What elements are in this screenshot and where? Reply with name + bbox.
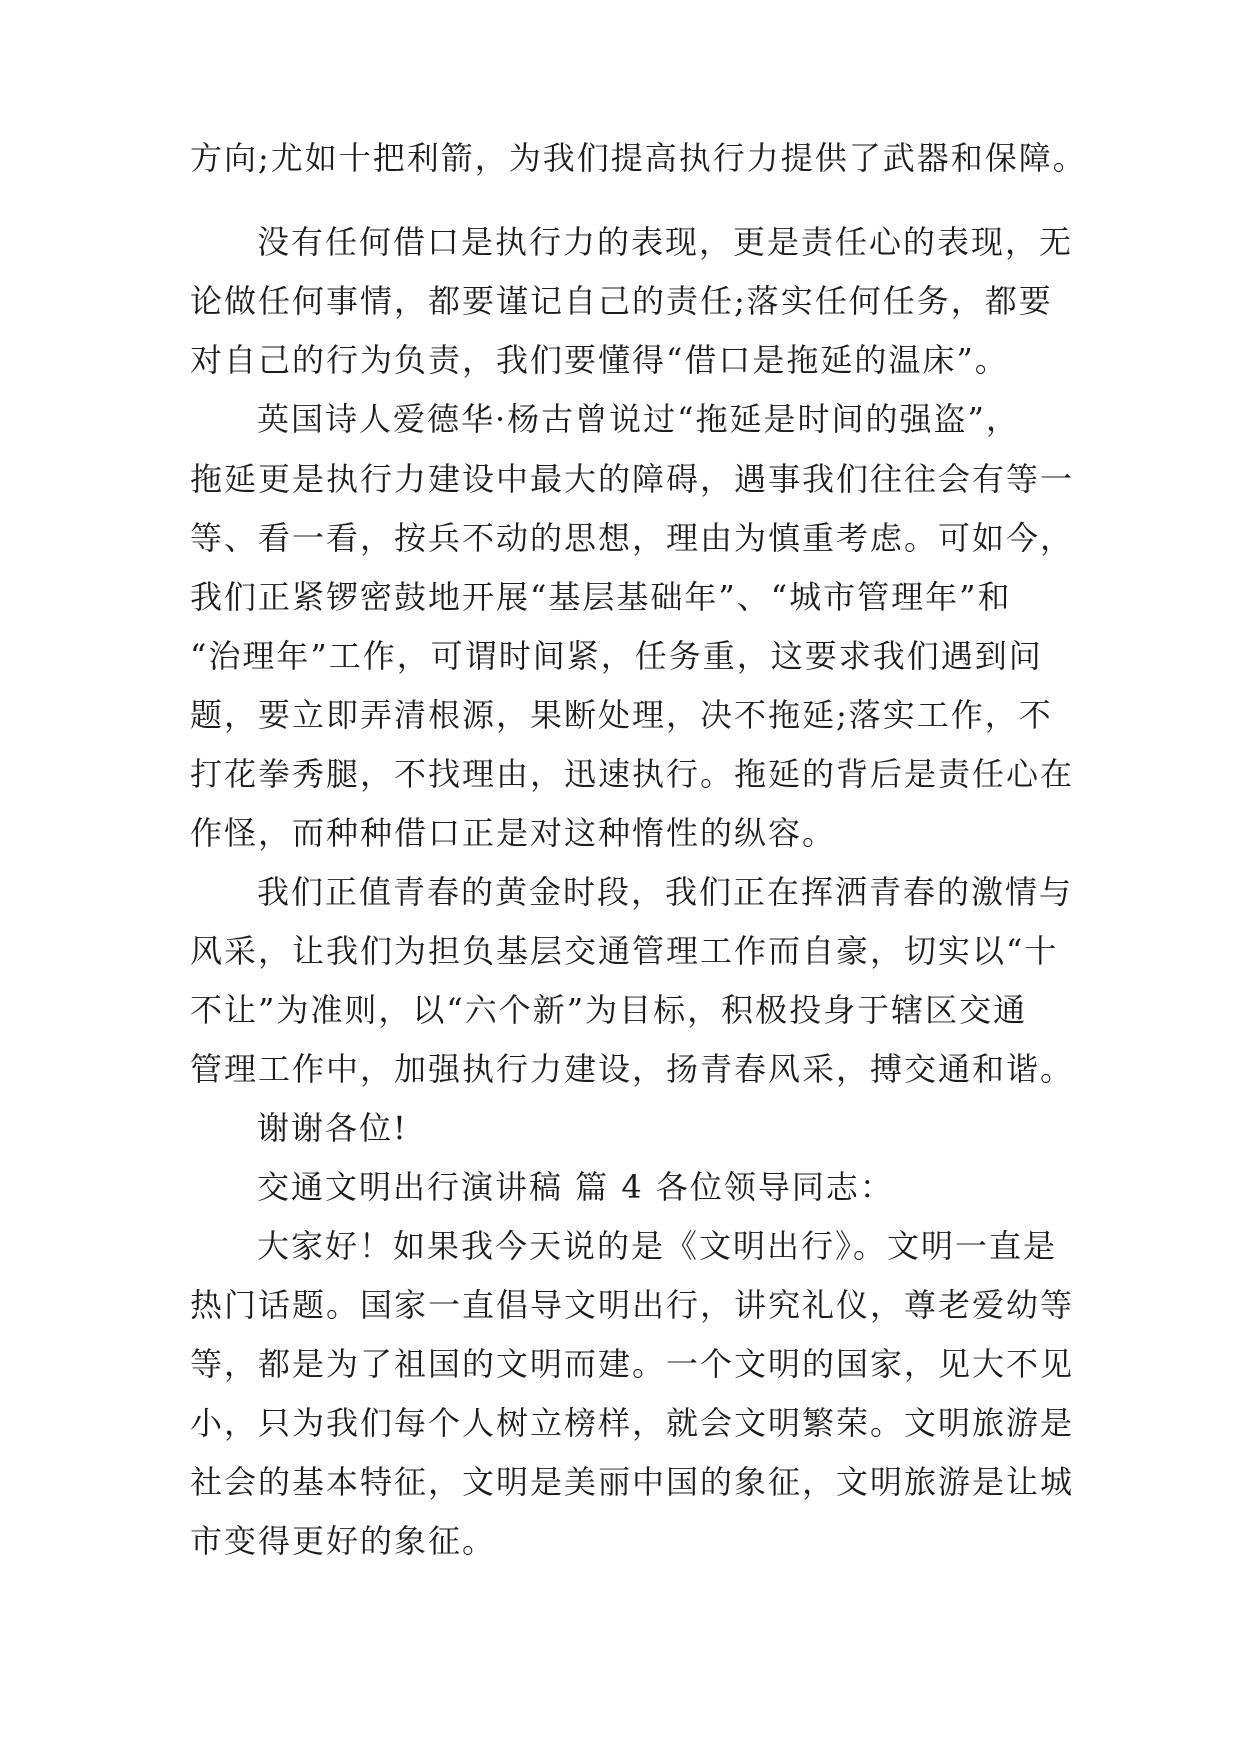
paragraph-line: 方向;尤如十把利箭，为我们提高执行力提供了武器和保障。 [190, 139, 1087, 177]
paragraph-line: 管理工作中，加强执行力建设，扬青春风采，搏交通和谐。 [190, 1050, 1075, 1088]
paragraph-line: “治理年”工作，可谓时间紧，任务重，这要求我们遇到问 [190, 637, 1043, 675]
paragraph-line: 打花拳秀腿，不找理由，迅速执行。拖延的背后是责任心在 [190, 755, 1075, 793]
paragraph-line: 拖延更是执行力建设中最大的障碍，遇事我们往往会有等一 [190, 460, 1075, 498]
paragraph-line: 等，都是为了祖国的文明而建。一个文明的国家，见大不见 [190, 1345, 1075, 1383]
paragraph-line: 小，只为我们每个人树立榜样，就会文明繁荣。文明旅游是 [190, 1404, 1075, 1442]
paragraph-line: 热门话题。国家一直倡导文明出行，讲究礼仪，尊老爱幼等 [190, 1286, 1075, 1324]
paragraph-line: 等、看一看，按兵不动的思想，理由为慎重考虑。可如今， [190, 519, 1075, 557]
paragraph-line: 我们正值青春的黄金时段，我们正在挥洒青春的激情与 [257, 873, 1074, 911]
paragraph-line: 不让”为准则，以“六个新”为目标，积极投身于辖区交通 [190, 991, 1028, 1029]
closing-line: 谢谢各位! [257, 1109, 408, 1147]
paragraph-line: 市变得更好的象征。 [190, 1522, 497, 1560]
paragraph-line: 我们正紧锣密鼓地开展“基层基础年”、“城市管理年”和 [190, 578, 1012, 616]
paragraph-line: 社会的基本特征，文明是美丽中国的象征，文明旅游是让城 [190, 1463, 1075, 1501]
paragraph-line: 大家好！如果我今天说的是《文明出行》。文明一直是 [257, 1227, 1058, 1265]
paragraph-line: 论做任何事情，都要谨记自己的责任;落实任何任务，都要 [190, 282, 1053, 320]
paragraph-line: 对自己的行为负责，我们要懂得“借口是拖延的温床”。 [190, 341, 1009, 379]
paragraph-line: 题，要立即弄清根源，果断处理，决不拖延;落实工作，不 [190, 696, 1053, 734]
section-heading: 交通文明出行演讲稿 篇 4 各位领导同志： [257, 1168, 894, 1206]
paragraph-line: 没有任何借口是执行力的表现，更是责任心的表现，无 [257, 223, 1074, 261]
paragraph-line: 作怪，而种种借口正是对这种惰性的纵容。 [190, 814, 837, 852]
paragraph-line: 风采，让我们为担负基层交通管理工作而自豪，切实以“十 [190, 932, 1059, 970]
paragraph-line: 英国诗人爱德华·杨古曾说过“拖延是时间的强盗”， [257, 400, 1020, 438]
